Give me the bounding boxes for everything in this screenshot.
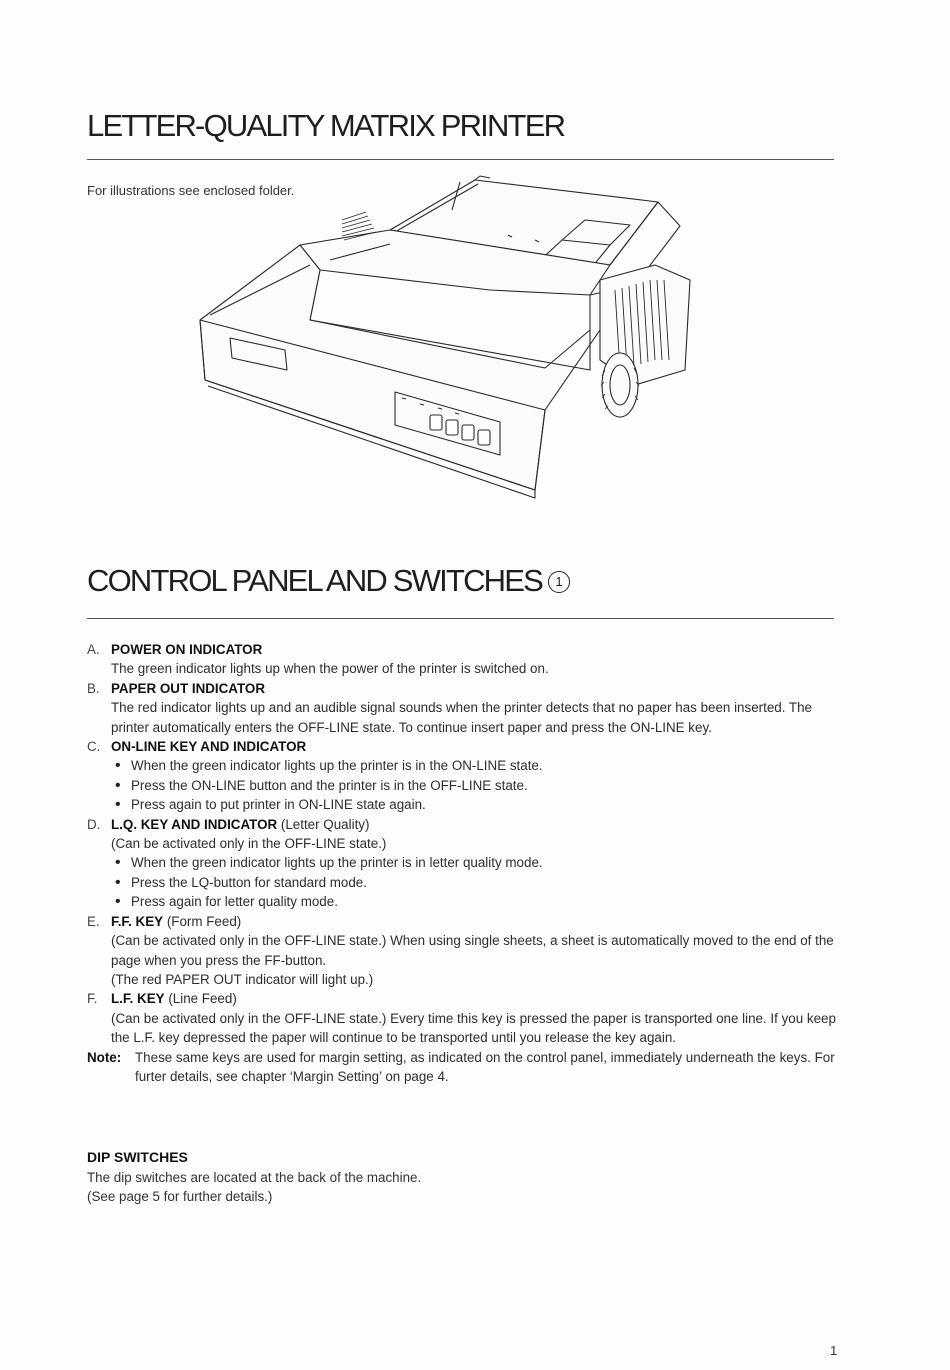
item-description: The red indicator lights up and an audible signal sounds when the printer detects that no paper has been inserted. The printer automatically enters the OFF-LINE state. To continue insert paper and press the ON-LINE key. <box>111 700 812 735</box>
section-title-text: CONTROL PANEL AND SWITCHES <box>87 563 543 598</box>
title-divider <box>87 159 834 160</box>
illustration-caption: For illustrations see enclosed folder. <box>87 183 295 198</box>
item-letter: D. <box>87 816 101 832</box>
printer-illustration <box>190 170 710 515</box>
bullet-item: • Press the LQ-button for standard mode. <box>113 873 839 892</box>
note-label: Note: <box>87 1049 122 1065</box>
item-title-suffix: (Form Feed) <box>166 913 242 929</box>
item-description: The green indicator lights up when the power of the printer is switched on. <box>111 661 549 677</box>
list-item <box>87 737 839 815</box>
dip-switches-heading: DIP SWITCHES <box>87 1149 188 1165</box>
bullet-item: • When the green indicator lights up the printer is in the ON-LINE state. <box>113 756 839 775</box>
list-item <box>87 989 839 1047</box>
bullet-item: • Press again to put printer in ON-LINE state again. <box>113 795 839 814</box>
item-title: POWER ON INDICATOR <box>111 642 263 657</box>
list-item <box>87 679 839 737</box>
section-divider <box>87 618 834 619</box>
item-title-suffix: (Letter Quality) <box>280 816 370 832</box>
item-description-extra: (The red PAPER OUT indicator will light up.) <box>111 971 374 987</box>
bullet-list <box>111 853 839 911</box>
item-description: (Can be activated only in the OFF-LINE state.) <box>111 836 387 852</box>
item-description: (Can be activated only in the OFF-LINE state.) When using single sheets, a sheet is automatically moved to the end of the page when you press the FF-button. <box>111 933 834 968</box>
bullet-item: • Press the ON-LINE button and the printer is in the OFF-LINE state. <box>113 776 839 795</box>
bullet-list <box>111 756 839 814</box>
list-item <box>87 640 839 679</box>
item-title: L.F. KEY <box>111 991 165 1007</box>
note-block <box>87 1048 839 1087</box>
dip-switches-line: (See page 5 for further details.) <box>87 1189 273 1204</box>
bullet-item: • Press again for letter quality mode. <box>113 892 839 911</box>
bullet-item: • When the green indicator lights up the printer is in letter quality mode. <box>113 853 839 872</box>
dip-switches-line: The dip switches are located at the back of the machine. <box>87 1170 422 1185</box>
list-item <box>87 912 839 990</box>
page-title: LETTER-QUALITY MATRIX PRINTER <box>87 108 565 143</box>
item-letter: C. <box>87 739 101 755</box>
list-item <box>87 815 839 912</box>
control-panel-list <box>87 640 839 1086</box>
item-letter: B. <box>87 680 100 696</box>
item-title: PAPER OUT INDICATOR <box>111 680 265 696</box>
item-description: (Can be activated only in the OFF-LINE state.) Every time this key is pressed the paper is transported one line. If you keep the L.F. key depressed the paper will continue to be transported until you release the key again. <box>111 1010 836 1046</box>
item-title-suffix: (Line Feed) <box>168 991 237 1007</box>
section-number-badge: 1 <box>548 571 570 593</box>
item-letter: A. <box>87 642 100 657</box>
page-number: 1 <box>830 1343 838 1358</box>
item-letter: F. <box>87 991 98 1007</box>
item-letter: E. <box>87 913 100 929</box>
section-title <box>87 563 570 599</box>
item-title: L.Q. KEY AND INDICATOR <box>111 816 278 832</box>
item-title: ON-LINE KEY AND INDICATOR <box>111 739 307 755</box>
note-text: These same keys are used for margin setting, as indicated on the control panel, immediately underneath the keys. For furter details, see chapter ‘Margin Setting’ on page 4. <box>135 1049 835 1084</box>
item-title: F.F. KEY <box>111 913 164 929</box>
